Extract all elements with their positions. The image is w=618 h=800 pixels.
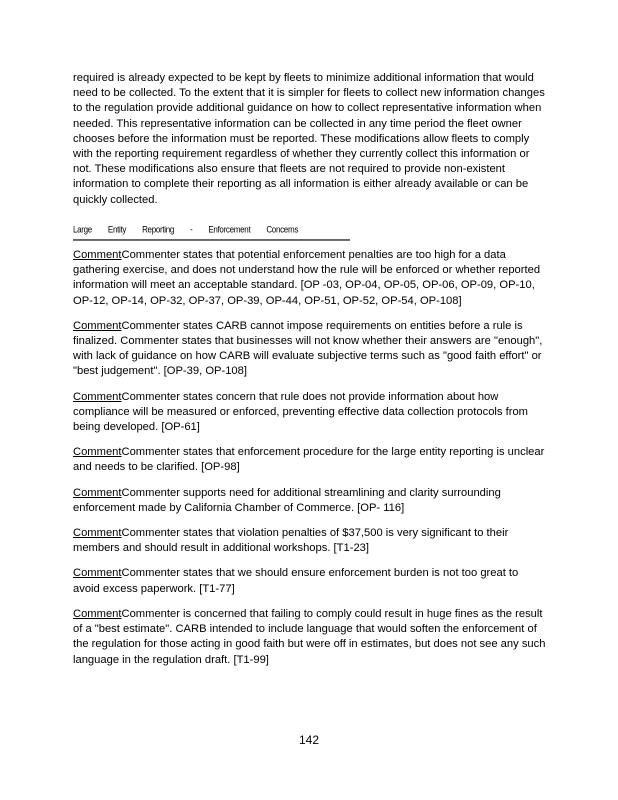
heading-word: Reporting — [142, 224, 175, 235]
comment-text: Commenter supports need for additional streamlining and clarity surrounding enforcement made by California Chamber of Commerce. [OP- 116] — [73, 486, 501, 514]
heading-word: Concerns — [266, 224, 299, 235]
comment-item — [73, 486, 548, 516]
comment-item — [73, 607, 548, 668]
comment-text: Commenter states concern that rule does not provide information about how compliance will be measured or enforced, preventing effective data collection protocols from being developed. [OP-61] — [73, 390, 528, 434]
comment-item — [73, 526, 548, 556]
heading-word: Enforcement — [208, 224, 251, 235]
heading-word: Large — [73, 224, 92, 235]
comment-text: Commenter states that violation penalties of $37,500 is very significant to their members and should result in additional workshops. [T1-23] — [73, 527, 509, 555]
comment-text: Commenter states that potential enforcement penalties are too high for a data gathering exercise, and does not understand how the rule will be enforced or whether reported information will meet an acceptable standard. [OP -03, OP-04, OP-05, OP-06, OP-09, OP-10, OP-12, OP-14, OP-32, OP-37, OP-39, OP-44, OP-51, OP-52, OP-54, OP-108] — [73, 249, 541, 307]
comment-label: Comment — [73, 527, 122, 540]
heading-word: Entity — [107, 224, 127, 235]
page-number: 142 — [298, 733, 320, 747]
comment-label: Comment — [73, 249, 122, 262]
heading-word: - — [190, 224, 193, 235]
document-body — [73, 71, 548, 668]
comment-text: Commenter is concerned that failing to comply could result in huge fines as the result of a "best estimate". CARB intended to include language that would soften the enforcement of the regulation for those acting in good faith but were off in estimates, but does not see any such language in the regulation draft. [T1-99] — [73, 607, 546, 666]
comment-item — [73, 566, 548, 596]
comment-label: Comment — [73, 319, 122, 332]
comment-label: Comment — [73, 390, 122, 403]
intro-paragraph: required is already expected to be kept by fleets to minimize additional information that would need to be collected. To the extent that it is simpler for fleets to collect new information changes to the regulation provide additional guidance on how to collect representative information when needed. This representative information can be collected in any time period the fleet owner chooses before the information must be reported. These modifications allow fleets to comply with the reporting requirement regardless of whether they currently collect this information or not. These modifications also ensure that fleets are not required to provide non-existent information to complete their reporting as all information is either already available or can be quickly collected. — [73, 72, 545, 206]
comment-item — [73, 248, 548, 309]
comment-item — [73, 390, 548, 436]
comment-label: Comment — [73, 446, 122, 459]
comment-text: Commenter states that we should ensure enforcement burden is not too great to avoid excess paperwork. [T1-77] — [73, 567, 519, 595]
comment-item — [73, 319, 548, 380]
comment-label: Comment — [73, 607, 122, 620]
comment-text: Commenter states that enforcement procedure for the large entity reporting is unclear and needs to be clarified. [OP-98] — [73, 446, 545, 474]
section-heading — [73, 221, 350, 241]
comment-label: Comment — [73, 486, 122, 499]
comment-text: Commenter states CARB cannot impose requirements on entities before a rule is finalized. Commenter states that businesses will not know whether their answers are "enough", with lack of guidance on how CARB will evaluate subjective terms such as "good faith effort" or "best judgement". [OP-39, OP-108] — [73, 319, 543, 378]
comment-label: Comment — [73, 567, 122, 580]
comment-item — [73, 445, 548, 475]
